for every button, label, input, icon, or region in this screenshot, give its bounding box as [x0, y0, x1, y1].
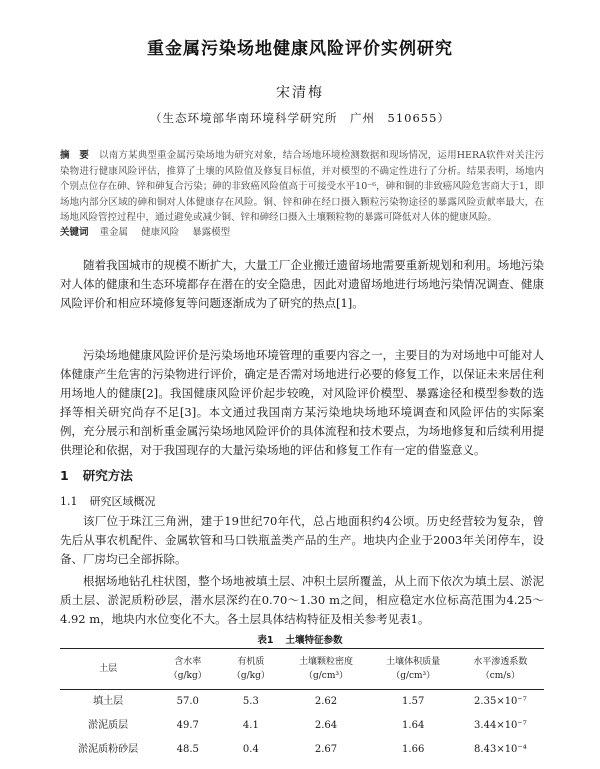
paragraph-text: 根据场地钻孔柱状图，整个场地被填土层、冲积土层所覆盖，从上而下依次为填土层、淤泥质土层、淤泥质粉砂层，潜水层深约在0.70～1.30 m之间，相应稳定水位标高范围为4.25～4.92 m，地块内水位变化不大。各土层具体结构特征及相关参考见表1。 — [60, 574, 544, 626]
paragraph-text: 污染场地健康风险评价是污染场地环境管理的重要内容之一，主要目的为对场地中可能对人体健康产生危害的污染物进行评价，确定是否需对场地进行必要的修复工作，以保证未来居住利用场地人的健康[2]。我国健康风险评价起步较晚，对风险评价模型、暴露途径和模型参数的选择等相关研究尚存不足[3]。本文通过我国南方某污染地块场地环境调查和风险评估的实际案例，充分展示和剖析重金属污染场地风险评价的具体流程和技术要点，为场地修复和后续利用提供理论和依据，对于我国现存的大量污染场地的评估和修复工作有一定的借鉴意义。 — [60, 348, 544, 457]
table-cell: 淤泥质层 — [88, 720, 129, 731]
table-cell: 填土层 — [93, 696, 124, 707]
subsection-heading — [60, 493, 156, 509]
subsection-number: 1.1 — [60, 495, 78, 508]
table-row — [60, 738, 544, 762]
table-header-cell: 有机质 （g/kg） — [219, 649, 282, 690]
table-cell: 5.3 — [242, 696, 259, 707]
keyword: 健康风险 — [141, 227, 180, 238]
table-cell: 1.64 — [402, 720, 425, 731]
table-header-cell: 含水率 （g/kg） — [156, 649, 219, 690]
table-header-cell: 土壤体积质量 （g/cm³） — [370, 649, 457, 690]
keyword: 重金属 — [99, 227, 129, 238]
keywords-label: 关键词 — [60, 227, 89, 238]
table-caption — [0, 632, 600, 646]
table-cell: 48.5 — [176, 744, 199, 755]
table-cell: 淤泥质粉砂层 — [78, 744, 139, 755]
intro-paragraph-2 — [60, 346, 544, 460]
table-cell: 1.57 — [402, 696, 425, 707]
table-header-cell: 土壤颗粒密度 （g/cm³） — [282, 649, 369, 690]
author-name: 宋清梅 — [276, 85, 324, 101]
section-number: 1 — [60, 468, 69, 483]
paragraph-text: 该厂位于珠江三角洲，建于19世纪70年代，总占地面积约4公顷。历史经营较为复杂，曾先后从事农机配件、金属软管和马口铁瓶盖类产品的生产。地块内企业于2003年关闭停车，设备、厂房均已全部拆除。 — [60, 514, 544, 566]
table-cell: 2.64 — [314, 720, 338, 731]
table-cell: 2.62 — [314, 696, 338, 707]
table-number: 表1 — [257, 635, 274, 646]
section-heading — [60, 466, 133, 484]
soil-parameter-table — [60, 648, 544, 762]
table-cell: 4.1 — [242, 720, 259, 731]
table-cell: 3.44×10⁻⁷ — [474, 720, 527, 731]
author-affiliation: （生态环境部华南环境科学研究所 广州 510655） — [150, 111, 450, 125]
table-cell: 57.0 — [176, 696, 199, 707]
table-header-cell: 水平渗透系数 （cm/s） — [457, 649, 544, 690]
table-row — [60, 714, 544, 738]
abstract — [60, 148, 544, 226]
table-cell: 49.7 — [176, 720, 199, 731]
site-paragraph-1 — [60, 512, 544, 569]
table-header-row — [60, 649, 544, 690]
table-cell: 2.35×10⁻⁷ — [474, 696, 527, 707]
table-title: 土壤特征参数 — [285, 635, 343, 646]
abstract-label: 摘 要 — [60, 150, 90, 161]
table-cell: 8.43×10⁻⁴ — [474, 744, 527, 755]
table-row — [60, 690, 544, 715]
abstract-text: 以南方某典型重金属污染场地为研究对象，结合场地环境检测数据和现场情况，运用HERA软件对关注污染物进行健康风险评估，推算了土壤的风险值及修复目标值，并对模型的不确定性进行了分析。结果表明，场地内个别点位存在砷、锌和砷复合污染；砷的非致癌风险值高于可接受水平10⁻⁶，砷和铜的非致癌风险危害商大于1，即场地内部分区域的砷和铜对人体健康存在风险。铜、锌和砷在经口摄入颗粒污染物途径的暴露风险贡献率最大，在场地风险管控过程中，通过避免或减少铜、锌和砷经口摄入土壤颗粒物的暴露可降低对人体的健康风险。 — [60, 150, 544, 223]
table-cell: 1.66 — [402, 744, 425, 755]
keyword: 暴露模型 — [192, 227, 231, 238]
table-cell: 0.4 — [242, 744, 259, 755]
subsection-title: 研究区域概况 — [89, 495, 156, 508]
intro-paragraph-1 — [60, 256, 544, 313]
paper-title: 重金属污染场地健康风险评价实例研究 — [147, 39, 453, 59]
keywords — [60, 224, 544, 238]
table-header-cell: 土层 — [60, 649, 156, 690]
site-paragraph-2 — [60, 572, 544, 629]
table-cell: 2.67 — [314, 744, 338, 755]
paragraph-text: 随着我国城市的规模不断扩大，大量工厂企业搬迁遗留场地需要重新规划和利用。场地污染对人体的健康和生态环境都存在潜在的安全隐患，因此对遗留场地进行场地污染情况调查、健康风险评价和相应环境修复等问题逐渐成为了研究的热点[1]。 — [60, 258, 544, 310]
section-title: 研究方法 — [82, 468, 133, 483]
